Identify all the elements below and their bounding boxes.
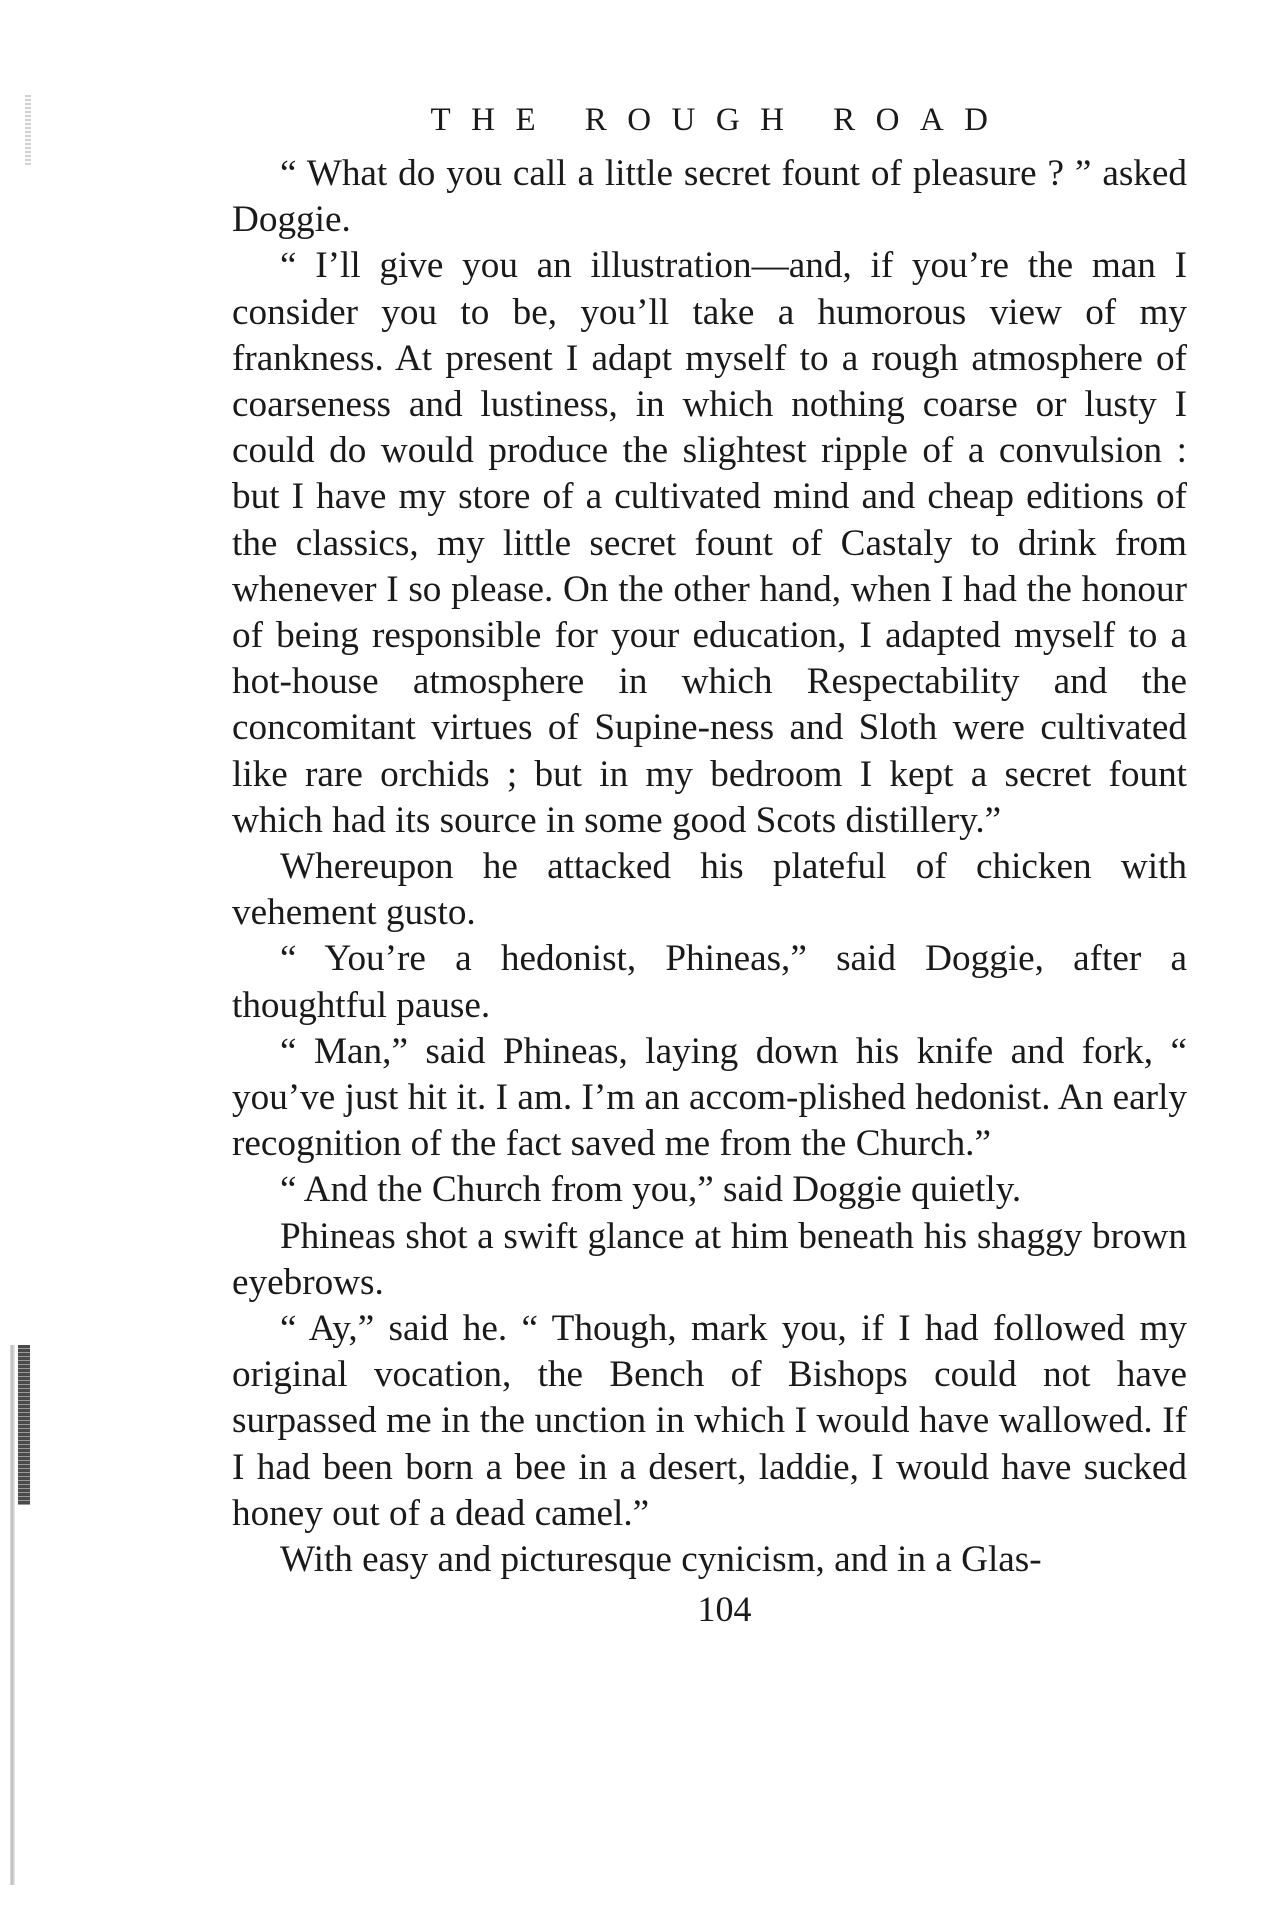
paragraph-8: “ Ay,” said he. “ Though, mark you, if I had followed my original vocation, the Bench of Bishops could not have surpassed me in the unction in which I would have wallowed. If I had been born a bee in a desert, laddie, I would have sucked honey out of a dead camel.” xyxy=(232,1308,1187,1534)
paragraph-9: With easy and picturesque cynicism, and in a Glas- xyxy=(280,1539,1042,1581)
scan-artifact-top xyxy=(25,95,31,165)
paragraph-5: “ Man,” said Phineas, laying down his knife and fork, “ you’ve just hit it. I am. I’m an accom-plished hedonist. An early recognition of the fact saved me from the Church.” xyxy=(232,1030,1187,1165)
body-text xyxy=(232,151,1187,1583)
scan-artifact-binding xyxy=(18,1345,30,1505)
paragraph-1: “ What do you call a little secret fount of pleasure ? ” asked Doggie. xyxy=(232,153,1187,241)
paragraph-4: “ You’re a hedonist, Phineas,” said Doggie, after a thoughtful pause. xyxy=(232,938,1187,1026)
paragraph-6: “ And the Church from you,” said Doggie quietly. xyxy=(280,1169,1022,1211)
page-number: 104 xyxy=(697,1589,752,1630)
scan-edge-left xyxy=(10,1345,15,1885)
book-page xyxy=(232,95,1187,1631)
paragraph-2: “ I’ll give you an illustration—and, if you’re the man I consider you to be, you’ll take a humorous view of my frankness. At present I adapt myself to a rough atmosphere of coarseness and lustiness, in which nothing coarse or lusty I could do would produce the slightest ripple of a convulsion : but I have my store of a cultivated mind and cheap editions of the classics, my little secret fount of Castaly to drink from whenever I so please. On the other hand, when I had the honour of being responsible for your education, I adapted myself to a hot-house atmosphere in which Respectability and the concomitant virtues of Supine-ness and Sloth were cultivated like rare orchids ; but in my bedroom I kept a secret fount which had its source in some good Scots distillery.” xyxy=(232,245,1187,841)
paragraph-3: Whereupon he attacked his plateful of chicken with vehement gusto. xyxy=(232,846,1187,934)
running-head: THE ROUGH ROAD xyxy=(430,102,1009,138)
paragraph-7: Phineas shot a swift glance at him beneath his shaggy brown eyebrows. xyxy=(232,1215,1187,1303)
